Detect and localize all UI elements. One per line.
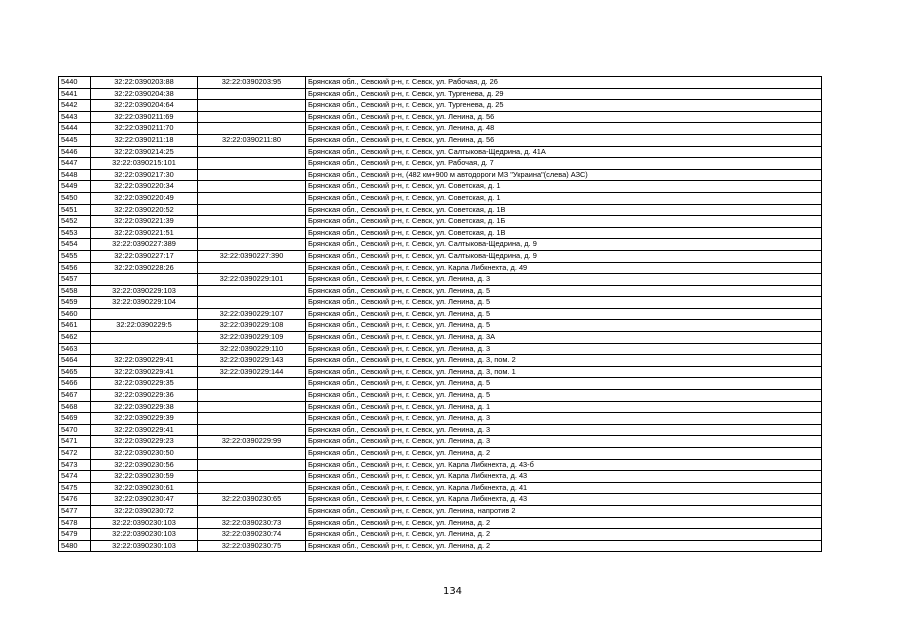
record-number-cell: 5475 (59, 482, 91, 494)
record-number-cell: 5478 (59, 517, 91, 529)
table-row (59, 181, 822, 193)
page-number: 134 (442, 586, 463, 597)
record-number-cell: 5470 (59, 424, 91, 436)
cadastral-number-cell: 32:22:0390221:51 (91, 227, 198, 239)
record-number-cell: 5473 (59, 459, 91, 471)
address-cell: Брянская обл., Севский р-н, г. Севск, ул. Ленина, д. 3 (306, 343, 822, 355)
address-cell: Брянская обл., Севский р-н, г. Севск, ул. Ленина, д. 3 (306, 274, 822, 286)
related-cadastral-number-cell (198, 158, 306, 170)
cadastral-number-cell: 32:22:0390230:47 (91, 494, 198, 506)
address-cell: Брянская обл., Севский р-н, г. Севск, ул. Ленина, д. 5 (306, 390, 822, 402)
table-row (59, 424, 822, 436)
related-cadastral-number-cell (198, 482, 306, 494)
record-number-cell: 5479 (59, 529, 91, 541)
table-row (59, 482, 822, 494)
record-number-cell: 5444 (59, 123, 91, 135)
record-number-cell: 5480 (59, 540, 91, 552)
record-number-cell: 5459 (59, 297, 91, 309)
table-row (59, 88, 822, 100)
address-cell: Брянская обл., Севский р-н, г. Севск, ул. Советская, д. 1 (306, 181, 822, 193)
related-cadastral-number-cell: 32:22:0390229:110 (198, 343, 306, 355)
related-cadastral-number-cell (198, 239, 306, 251)
cadastral-number-cell: 32:22:0390230:72 (91, 505, 198, 517)
table-row (59, 308, 822, 320)
related-cadastral-number-cell (198, 424, 306, 436)
address-cell: Брянская обл., Севский р-н, г. Севск, ул. Карла Либкнехта, д. 43-б (306, 459, 822, 471)
cadastral-number-cell: 32:22:0390227:17 (91, 250, 198, 262)
cadastral-number-cell: 32:22:0390230:50 (91, 448, 198, 460)
table-row (59, 529, 822, 541)
address-cell: Брянская обл., Севский р-н, г. Севск, ул. Ленина, д. 5 (306, 378, 822, 390)
table-row (59, 378, 822, 390)
related-cadastral-number-cell (198, 459, 306, 471)
table-row (59, 471, 822, 483)
record-number-cell: 5453 (59, 227, 91, 239)
record-number-cell: 5441 (59, 88, 91, 100)
related-cadastral-number-cell (198, 216, 306, 228)
cadastral-number-cell: 32:22:0390220:34 (91, 181, 198, 193)
cadastral-number-cell: 32:22:0390229:36 (91, 390, 198, 402)
related-cadastral-number-cell (198, 192, 306, 204)
related-cadastral-number-cell: 32:22:0390230:74 (198, 529, 306, 541)
cadastral-number-cell (91, 343, 198, 355)
table-row (59, 390, 822, 402)
table-row (59, 401, 822, 413)
table-row (59, 436, 822, 448)
address-cell: Брянская обл., Севский р-н, г. Севск, ул. Ленина, д. 3, пом. 1 (306, 366, 822, 378)
record-number-cell: 5451 (59, 204, 91, 216)
related-cadastral-number-cell: 32:22:0390229:101 (198, 274, 306, 286)
cadastral-number-cell: 32:22:0390229:41 (91, 366, 198, 378)
cadastral-number-cell: 32:22:0390220:49 (91, 192, 198, 204)
cadastral-number-cell (91, 332, 198, 344)
address-cell: Брянская обл., Севский р-н, г. Севск, ул. Салтыкова-Щедрина, д. 9 (306, 250, 822, 262)
related-cadastral-number-cell: 32:22:0390229:144 (198, 366, 306, 378)
related-cadastral-number-cell (198, 471, 306, 483)
record-number-cell: 5448 (59, 169, 91, 181)
address-cell: Брянская обл., Севский р-н, г. Севск, ул. Ленина, д. 3А (306, 332, 822, 344)
cadastral-number-cell: 32:22:0390229:38 (91, 401, 198, 413)
cadastral-number-cell: 32:22:0390229:104 (91, 297, 198, 309)
table-row (59, 169, 822, 181)
related-cadastral-number-cell (198, 123, 306, 135)
address-cell: Брянская обл., Севский р-н, г. Севск, ул. Ленина, д. 56 (306, 111, 822, 123)
record-number-cell: 5466 (59, 378, 91, 390)
record-number-cell: 5467 (59, 390, 91, 402)
related-cadastral-number-cell: 32:22:0390211:80 (198, 134, 306, 146)
record-number-cell: 5456 (59, 262, 91, 274)
related-cadastral-number-cell (198, 378, 306, 390)
record-number-cell: 5458 (59, 285, 91, 297)
cadastral-number-cell (91, 308, 198, 320)
address-cell: Брянская обл., Севский р-н, г. Севск, ул. Карла Либкнехта, д. 49 (306, 262, 822, 274)
table-row (59, 134, 822, 146)
record-number-cell: 5460 (59, 308, 91, 320)
address-cell: Брянская обл., Севский р-н, г. Севск, ул. Советская, д. 1В (306, 227, 822, 239)
cadastral-number-cell: 32:22:0390215:101 (91, 158, 198, 170)
cadastral-number-cell: 32:22:0390229:39 (91, 413, 198, 425)
table-row (59, 100, 822, 112)
table-row (59, 494, 822, 506)
related-cadastral-number-cell (198, 401, 306, 413)
record-number-cell: 5476 (59, 494, 91, 506)
cadastral-number-cell: 32:22:0390204:64 (91, 100, 198, 112)
cadastral-number-cell: 32:22:0390229:41 (91, 424, 198, 436)
table-row (59, 227, 822, 239)
cadastral-number-cell: 32:22:0390229:23 (91, 436, 198, 448)
cadastral-number-cell: 32:22:0390229:103 (91, 285, 198, 297)
cadastral-number-cell: 32:22:0390230:103 (91, 517, 198, 529)
record-number-cell: 5461 (59, 320, 91, 332)
record-number-cell: 5472 (59, 448, 91, 460)
table-row (59, 216, 822, 228)
related-cadastral-number-cell (198, 169, 306, 181)
record-number-cell: 5462 (59, 332, 91, 344)
cadastral-number-cell: 32:22:0390229:35 (91, 378, 198, 390)
address-cell: Брянская обл., Севский р-н, г. Севск, ул. Карла Либкнехта, д. 43 (306, 471, 822, 483)
related-cadastral-number-cell (198, 227, 306, 239)
cadastral-number-cell (91, 274, 198, 286)
address-cell: Брянская обл., Севский р-н, г. Севск, ул. Советская, д. 1Б (306, 216, 822, 228)
cadastral-number-cell: 32:22:0390220:52 (91, 204, 198, 216)
address-cell: Брянская обл., Севский р-н, г. Севск, ул. Рабочая, д. 7 (306, 158, 822, 170)
cadastral-number-cell: 32:22:0390221:39 (91, 216, 198, 228)
related-cadastral-number-cell (198, 285, 306, 297)
record-number-cell: 5442 (59, 100, 91, 112)
address-cell: Брянская обл., Севский р-н, г. Севск, ул. Ленина, д. 3 (306, 413, 822, 425)
record-number-cell: 5457 (59, 274, 91, 286)
registry-table (58, 76, 822, 552)
related-cadastral-number-cell: 32:22:0390230:65 (198, 494, 306, 506)
table-row (59, 366, 822, 378)
table-row (59, 146, 822, 158)
related-cadastral-number-cell: 32:22:0390230:75 (198, 540, 306, 552)
related-cadastral-number-cell (198, 111, 306, 123)
cadastral-number-cell: 32:22:0390230:59 (91, 471, 198, 483)
address-cell: Брянская обл., Севский р-н, г. Севск, ул. Рабочая, д. 26 (306, 77, 822, 89)
related-cadastral-number-cell: 32:22:0390229:107 (198, 308, 306, 320)
cadastral-number-cell: 32:22:0390214:25 (91, 146, 198, 158)
address-cell: Брянская обл., Севский р-н, (482 км+900 м автодороги МЗ "Украина"(слева) АЗС) (306, 169, 822, 181)
address-cell: Брянская обл., Севский р-н, г. Севск, ул. Ленина, д. 56 (306, 134, 822, 146)
table-row (59, 204, 822, 216)
table-row (59, 77, 822, 89)
table-row (59, 459, 822, 471)
record-number-cell: 5454 (59, 239, 91, 251)
record-number-cell: 5447 (59, 158, 91, 170)
address-cell: Брянская обл., Севский р-н, г. Севск, ул. Тургенева, д. 25 (306, 100, 822, 112)
address-cell: Брянская обл., Севский р-н, г. Севск, ул. Карла Либкнехта, д. 43 (306, 494, 822, 506)
table-row (59, 262, 822, 274)
table-row (59, 123, 822, 135)
address-cell: Брянская обл., Севский р-н, г. Севск, ул. Ленина, напротив 2 (306, 505, 822, 517)
table-row (59, 517, 822, 529)
cadastral-number-cell: 32:22:0390230:61 (91, 482, 198, 494)
related-cadastral-number-cell (198, 297, 306, 309)
related-cadastral-number-cell (198, 505, 306, 517)
address-cell: Брянская обл., Севский р-н, г. Севск, ул. Ленина, д. 5 (306, 320, 822, 332)
address-cell: Брянская обл., Севский р-н, г. Севск, ул. Ленина, д. 2 (306, 529, 822, 541)
cadastral-number-cell: 32:22:0390211:70 (91, 123, 198, 135)
record-number-cell: 5450 (59, 192, 91, 204)
related-cadastral-number-cell (198, 100, 306, 112)
cadastral-number-cell: 32:22:0390228:26 (91, 262, 198, 274)
address-cell: Брянская обл., Севский р-н, г. Севск, ул. Салтыкова-Щедрина, д. 41А (306, 146, 822, 158)
table-row (59, 320, 822, 332)
cadastral-number-cell: 32:22:0390229:5 (91, 320, 198, 332)
record-number-cell: 5468 (59, 401, 91, 413)
address-cell: Брянская обл., Севский р-н, г. Севск, ул. Салтыкова-Щедрина, д. 9 (306, 239, 822, 251)
address-cell: Брянская обл., Севский р-н, г. Севск, ул. Ленина, д. 5 (306, 297, 822, 309)
table-row (59, 413, 822, 425)
address-cell: Брянская обл., Севский р-н, г. Севск, ул. Карла Либкнехта, д. 41 (306, 482, 822, 494)
record-number-cell: 5463 (59, 343, 91, 355)
address-cell: Брянская обл., Севский р-н, г. Севск, ул. Ленина, д. 2 (306, 517, 822, 529)
related-cadastral-number-cell (198, 204, 306, 216)
related-cadastral-number-cell (198, 262, 306, 274)
table-row (59, 111, 822, 123)
table-row (59, 239, 822, 251)
record-number-cell: 5469 (59, 413, 91, 425)
record-number-cell: 5455 (59, 250, 91, 262)
record-number-cell: 5464 (59, 355, 91, 367)
table-row (59, 448, 822, 460)
cadastral-number-cell: 32:22:0390217:30 (91, 169, 198, 181)
cadastral-number-cell: 32:22:0390230:103 (91, 540, 198, 552)
record-number-cell: 5465 (59, 366, 91, 378)
related-cadastral-number-cell: 32:22:0390227:390 (198, 250, 306, 262)
related-cadastral-number-cell: 32:22:0390229:109 (198, 332, 306, 344)
cadastral-number-cell: 32:22:0390204:38 (91, 88, 198, 100)
record-number-cell: 5443 (59, 111, 91, 123)
address-cell: Брянская обл., Севский р-н, г. Севск, ул. Ленина, д. 2 (306, 540, 822, 552)
record-number-cell: 5449 (59, 181, 91, 193)
address-cell: Брянская обл., Севский р-н, г. Севск, ул. Советская, д. 1 (306, 192, 822, 204)
record-number-cell: 5474 (59, 471, 91, 483)
table-row (59, 192, 822, 204)
related-cadastral-number-cell (198, 146, 306, 158)
address-cell: Брянская обл., Севский р-н, г. Севск, ул. Советская, д. 1В (306, 204, 822, 216)
address-cell: Брянская обл., Севский р-н, г. Севск, ул. Ленина, д. 3 (306, 436, 822, 448)
cadastral-number-cell: 32:22:0390227:389 (91, 239, 198, 251)
record-number-cell: 5446 (59, 146, 91, 158)
address-cell: Брянская обл., Севский р-н, г. Севск, ул. Ленина, д. 5 (306, 285, 822, 297)
cadastral-number-cell: 32:22:0390230:56 (91, 459, 198, 471)
related-cadastral-number-cell: 32:22:0390229:99 (198, 436, 306, 448)
table-row (59, 250, 822, 262)
related-cadastral-number-cell (198, 413, 306, 425)
cadastral-number-cell: 32:22:0390211:69 (91, 111, 198, 123)
related-cadastral-number-cell: 32:22:0390203:95 (198, 77, 306, 89)
related-cadastral-number-cell (198, 181, 306, 193)
cadastral-number-cell: 32:22:0390230:103 (91, 529, 198, 541)
table-row (59, 540, 822, 552)
address-cell: Брянская обл., Севский р-н, г. Севск, ул. Ленина, д. 2 (306, 448, 822, 460)
related-cadastral-number-cell (198, 88, 306, 100)
table-row (59, 332, 822, 344)
address-cell: Брянская обл., Севский р-н, г. Севск, ул. Ленина, д. 48 (306, 123, 822, 135)
cadastral-number-cell: 32:22:0390229:41 (91, 355, 198, 367)
cadastral-number-cell: 32:22:0390211:18 (91, 134, 198, 146)
record-number-cell: 5440 (59, 77, 91, 89)
registry-table-body (59, 77, 822, 552)
record-number-cell: 5452 (59, 216, 91, 228)
related-cadastral-number-cell: 32:22:0390229:108 (198, 320, 306, 332)
address-cell: Брянская обл., Севский р-н, г. Севск, ул. Ленина, д. 3 (306, 424, 822, 436)
related-cadastral-number-cell: 32:22:0390230:73 (198, 517, 306, 529)
address-cell: Брянская обл., Севский р-н, г. Севск, ул. Ленина, д. 1 (306, 401, 822, 413)
table-row (59, 505, 822, 517)
table-row (59, 285, 822, 297)
table-row (59, 158, 822, 170)
address-cell: Брянская обл., Севский р-н, г. Севск, ул. Ленина, д. 3, пом. 2 (306, 355, 822, 367)
record-number-cell: 5477 (59, 505, 91, 517)
table-row (59, 297, 822, 309)
table-row (59, 274, 822, 286)
table-row (59, 343, 822, 355)
table-row (59, 355, 822, 367)
related-cadastral-number-cell (198, 448, 306, 460)
related-cadastral-number-cell: 32:22:0390229:143 (198, 355, 306, 367)
record-number-cell: 5471 (59, 436, 91, 448)
address-cell: Брянская обл., Севский р-н, г. Севск, ул. Ленина, д. 5 (306, 308, 822, 320)
related-cadastral-number-cell (198, 390, 306, 402)
record-number-cell: 5445 (59, 134, 91, 146)
address-cell: Брянская обл., Севский р-н, г. Севск, ул. Тургенева, д. 29 (306, 88, 822, 100)
cadastral-number-cell: 32:22:0390203:88 (91, 77, 198, 89)
